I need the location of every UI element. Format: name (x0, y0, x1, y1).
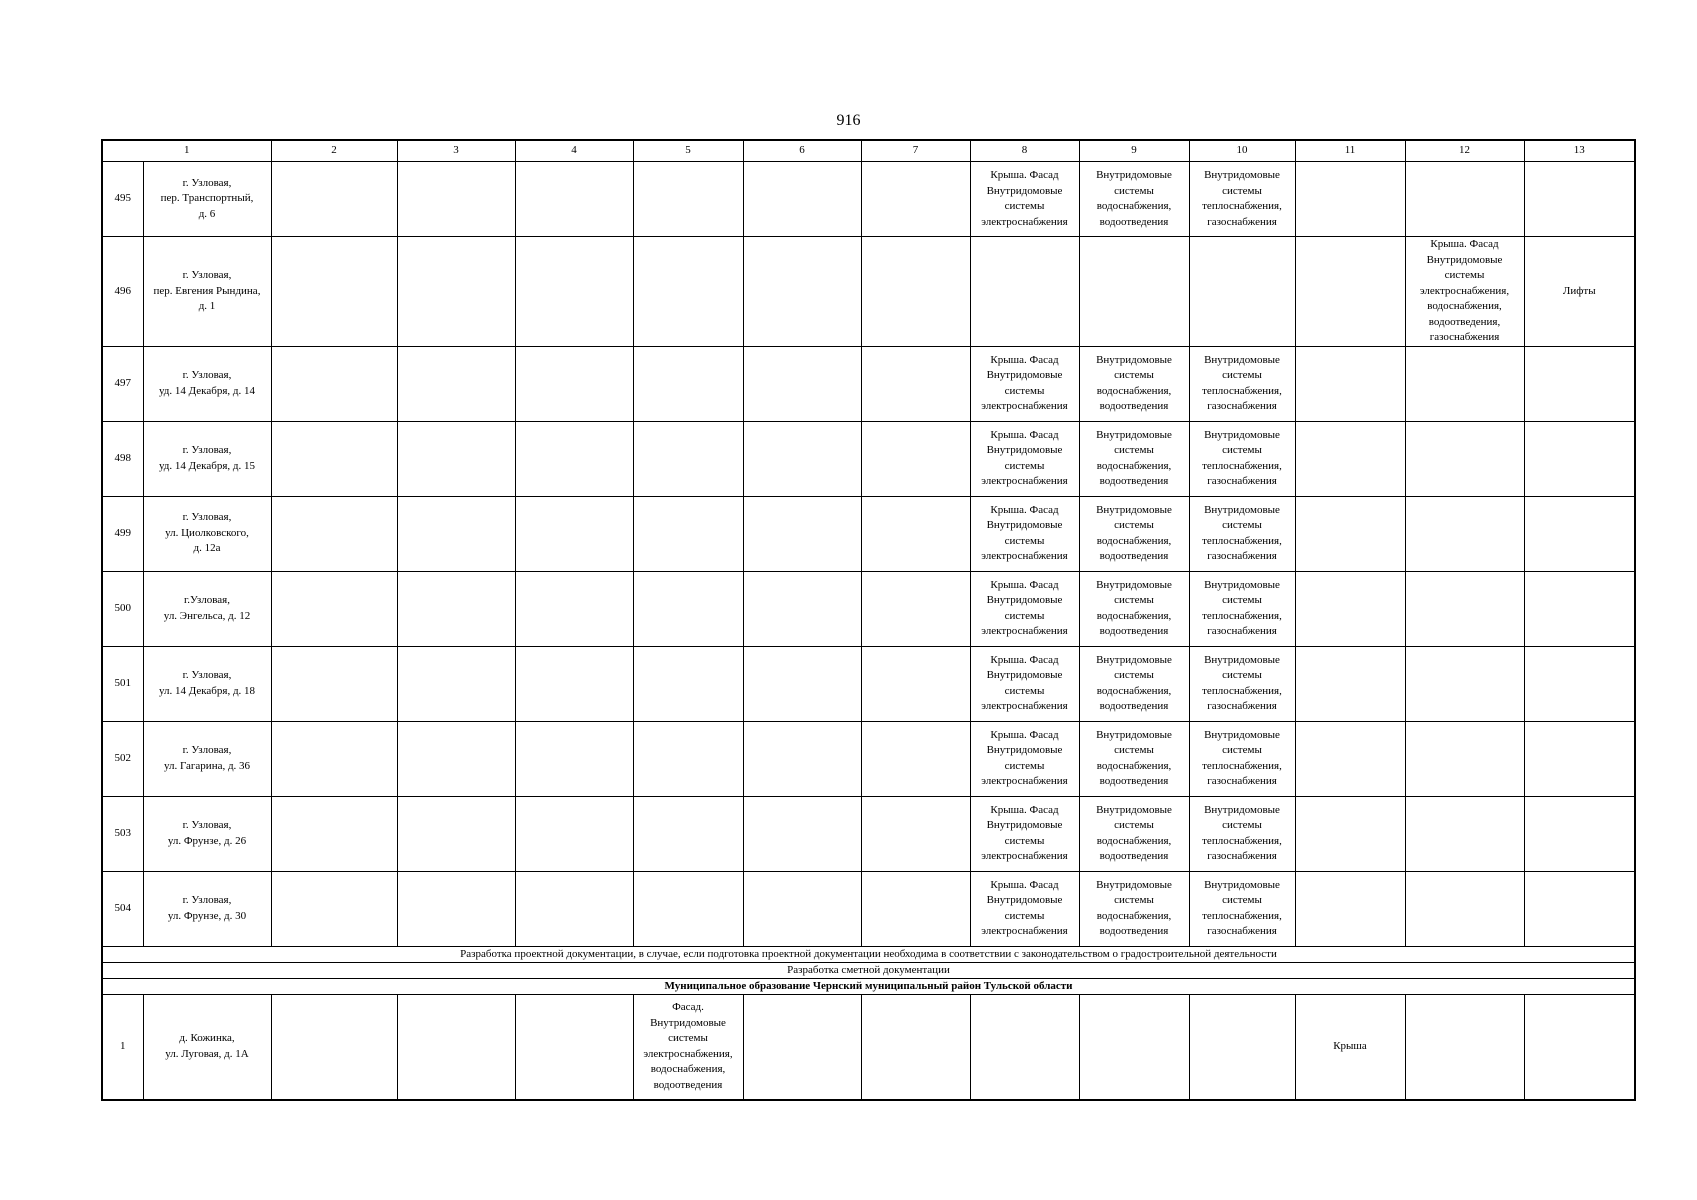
table-cell (515, 871, 633, 946)
table-cell (515, 421, 633, 496)
table-cell (633, 571, 743, 646)
table-cell (1405, 994, 1524, 1100)
table-cell (143, 496, 271, 571)
cell-text: Внутридомовые системы теплоснабжения, газоснабжения (1202, 803, 1282, 862)
cell-text: г. Узловая, ул. Фрунзе, д. 26 (167, 819, 247, 847)
header-cell: 10 (1189, 140, 1295, 162)
table-cell (1405, 646, 1524, 721)
table-cell (271, 646, 397, 721)
table-cell (861, 496, 970, 571)
table-cell (1079, 237, 1189, 347)
table-cell (1079, 871, 1189, 946)
header-cell: 1 (102, 140, 271, 162)
table-cell (743, 721, 861, 796)
header-cell: 8 (970, 140, 1079, 162)
table-cell (515, 571, 633, 646)
table-cell (143, 994, 271, 1100)
table-row (102, 796, 1635, 871)
cell-text: 496 (114, 284, 131, 297)
table-cell (271, 721, 397, 796)
table-cell (1189, 721, 1295, 796)
table-cell (143, 162, 271, 237)
cell-text: Крыша. Фасад Внутридомовые системы электроснабжения (981, 169, 1068, 228)
table-cell (1295, 646, 1405, 721)
cell-text: г. Узловая, ул. Циолковского, д. 12а (165, 511, 249, 555)
table-cell (1295, 721, 1405, 796)
cell-text: Внутридомовые системы водоснабжения, водоотведения (1096, 728, 1172, 787)
table-cell (143, 721, 271, 796)
header-cell: 11 (1295, 140, 1405, 162)
table-cell (102, 994, 143, 1100)
table-cell (271, 994, 397, 1100)
header-cell: 12 (1405, 140, 1524, 162)
table-cell (633, 421, 743, 496)
cell-text: г. Узловая, уд. 14 Декабря, д. 14 (159, 369, 255, 397)
table-cell (633, 496, 743, 571)
table-cell (970, 646, 1079, 721)
table-cell (861, 571, 970, 646)
cell-text: Внутридомовые системы водоснабжения, водоотведения (1096, 578, 1172, 637)
cell-text: Крыша. Фасад Внутридомовые системы электроснабжения (981, 503, 1068, 562)
cell-text: Внутридомовые системы теплоснабжения, газоснабжения (1202, 578, 1282, 637)
header-cell: 3 (397, 140, 515, 162)
cell-text: Разработка сметной документации (787, 964, 950, 976)
cell-text: 499 (114, 526, 131, 539)
table-cell (861, 721, 970, 796)
table-cell (633, 871, 743, 946)
table-cell (1079, 162, 1189, 237)
table-cell (970, 237, 1079, 347)
table-row (102, 994, 1635, 1100)
table-cell (102, 962, 1635, 978)
table-cell (633, 162, 743, 237)
table-cell (861, 421, 970, 496)
table-cell (271, 346, 397, 421)
table-cell (970, 571, 1079, 646)
table-cell (1079, 646, 1189, 721)
table-cell (515, 646, 633, 721)
table-cell (1295, 162, 1405, 237)
cell-text: 1 (120, 1039, 126, 1052)
table-row (102, 646, 1635, 721)
cell-text: Крыша (1333, 1039, 1367, 1052)
cell-text: Крыша. Фасад Внутридомовые системы электроснабжения (981, 428, 1068, 487)
header-cell: 2 (271, 140, 397, 162)
table-cell (1295, 237, 1405, 347)
header-cell: 9 (1079, 140, 1189, 162)
table-cell (633, 721, 743, 796)
table-cell (102, 162, 143, 237)
header-cell: 4 (515, 140, 633, 162)
cell-text: г. Узловая, пер. Евгения Рындина, д. 1 (153, 269, 261, 312)
table-cell (102, 346, 143, 421)
table-cell (1524, 871, 1635, 946)
table-cell (515, 237, 633, 347)
table-row (102, 162, 1635, 237)
cell-text: д. Кожинка, ул. Луговая, д. 1А (165, 1032, 249, 1060)
table-cell (861, 646, 970, 721)
table-cell (1189, 871, 1295, 946)
table-cell (1189, 496, 1295, 571)
cell-text: Крыша. Фасад Внутридомовые системы электроснабжения (981, 353, 1068, 412)
table-cell (397, 871, 515, 946)
table-cell (143, 646, 271, 721)
table-cell (1295, 571, 1405, 646)
table-cell (102, 946, 1635, 962)
cell-text: 497 (114, 376, 131, 389)
table-cell (397, 162, 515, 237)
cell-text: г. Узловая, ул. Гагарина, д. 36 (163, 744, 251, 772)
header-cell: 5 (633, 140, 743, 162)
section-row (102, 946, 1635, 962)
table-cell (970, 421, 1079, 496)
table-cell (1295, 871, 1405, 946)
cell-text: 500 (114, 601, 131, 614)
table-cell (743, 994, 861, 1100)
table-cell (1189, 646, 1295, 721)
table-cell (143, 346, 271, 421)
table-cell (1295, 346, 1405, 421)
table-cell (515, 346, 633, 421)
page-number: 916 (836, 112, 861, 129)
table-cell (861, 346, 970, 421)
table-cell (515, 496, 633, 571)
cell-text: г. Узловая, ул. 14 Декабря, д. 18 (158, 669, 256, 697)
table-cell (1405, 796, 1524, 871)
table-cell (1405, 162, 1524, 237)
cell-text: Внутридомовые системы теплоснабжения, газоснабжения (1202, 353, 1282, 412)
table-cell (1524, 571, 1635, 646)
table-cell (743, 421, 861, 496)
header-cell: 13 (1524, 140, 1635, 162)
cell-text: Внутридомовые системы теплоснабжения, газоснабжения (1202, 503, 1282, 562)
cell-text: Фасад. Внутридомовые системы электроснабжения, водоснабжения, водоотведения (643, 1001, 733, 1091)
table-cell (271, 237, 397, 347)
table-cell (861, 871, 970, 946)
table-cell (861, 994, 970, 1100)
cell-text: г. Узловая, уд. 14 Декабря, д. 15 (159, 444, 255, 472)
cell-text: Крыша. Фасад Внутридомовые системы электроснабжения (981, 728, 1068, 787)
cell-text: 504 (114, 901, 131, 914)
cell-text: 503 (114, 826, 131, 839)
cell-text: Внутридомовые системы теплоснабжения, газоснабжения (1202, 428, 1282, 487)
table-cell (1524, 237, 1635, 347)
cell-text: Внутридомовые системы водоснабжения, водоотведения (1096, 503, 1172, 562)
table-cell (102, 646, 143, 721)
table-cell (1295, 796, 1405, 871)
table-cell (397, 721, 515, 796)
cell-text: г. Узловая, ул. Фрунзе, д. 30 (167, 894, 247, 922)
table-cell (1189, 346, 1295, 421)
table-cell (1405, 421, 1524, 496)
table-cell (1189, 571, 1295, 646)
table-cell (143, 571, 271, 646)
table-cell (1079, 421, 1189, 496)
cell-text: Крыша. Фасад Внутридомовые системы электроснабжения (981, 803, 1068, 862)
table-cell (1405, 237, 1524, 347)
table-row (102, 721, 1635, 796)
table-cell (970, 346, 1079, 421)
cell-text: Внутридомовые системы водоснабжения, водоотведения (1096, 878, 1172, 937)
table-cell (271, 571, 397, 646)
table-cell (102, 796, 143, 871)
table-cell (1295, 994, 1405, 1100)
table-cell (1079, 346, 1189, 421)
section-row (102, 962, 1635, 978)
table-row (102, 346, 1635, 421)
table-cell (397, 421, 515, 496)
table-cell (397, 346, 515, 421)
table-cell (515, 721, 633, 796)
table-cell (1295, 421, 1405, 496)
table-cell (102, 237, 143, 347)
table-cell (271, 496, 397, 571)
cell-text: 502 (114, 751, 131, 764)
table-cell (1189, 162, 1295, 237)
table-cell (861, 237, 970, 347)
table-cell (743, 162, 861, 237)
cell-text: 498 (114, 451, 131, 464)
table-cell (633, 994, 743, 1100)
table-cell (397, 237, 515, 347)
table-cell (397, 496, 515, 571)
table-cell (397, 646, 515, 721)
table-cell (143, 796, 271, 871)
table-cell (1189, 237, 1295, 347)
table-cell (1524, 162, 1635, 237)
table-cell (970, 496, 1079, 571)
table-cell (970, 994, 1079, 1100)
table-cell (743, 346, 861, 421)
table-cell (970, 721, 1079, 796)
table-row (102, 571, 1635, 646)
cell-text: г. Узловая, пер. Транспортный, д. 6 (160, 176, 254, 220)
table-cell (1079, 571, 1189, 646)
table-cell (743, 237, 861, 347)
table-cell (271, 796, 397, 871)
table-row (102, 871, 1635, 946)
table-cell (143, 421, 271, 496)
table-cell (1405, 496, 1524, 571)
table-cell (515, 994, 633, 1100)
table-cell (515, 796, 633, 871)
table-cell (102, 721, 143, 796)
cell-text: Лифты (1562, 284, 1596, 297)
table-cell (1405, 571, 1524, 646)
cell-text: Внутридомовые системы теплоснабжения, газоснабжения (1202, 653, 1282, 712)
table-cell (271, 162, 397, 237)
cell-text: Внутридомовые системы водоснабжения, водоотведения (1096, 169, 1172, 228)
table-cell (1524, 721, 1635, 796)
cell-text: Внутридомовые системы теплоснабжения, газоснабжения (1202, 878, 1282, 937)
table-cell (1079, 721, 1189, 796)
table-cell (743, 496, 861, 571)
table-cell (1079, 496, 1189, 571)
table-row (102, 421, 1635, 496)
cell-text: Внутридомовые системы теплоснабжения, газоснабжения (1202, 169, 1282, 228)
table-cell (1295, 496, 1405, 571)
cell-text: Крыша. Фасад Внутридомовые системы электроснабжения (981, 878, 1068, 937)
cell-text: Крыша. Фасад Внутридомовые системы электроснабжения (981, 653, 1068, 712)
table-cell (633, 646, 743, 721)
table-cell (397, 994, 515, 1100)
table-cell (970, 796, 1079, 871)
table-cell (1405, 346, 1524, 421)
table-cell (743, 871, 861, 946)
table-cell (143, 871, 271, 946)
cell-text: Крыша. Фасад Внутридомовые системы электроснабжения, водоснабжения, водоотведения, газоснабжения (1419, 238, 1510, 343)
table-cell (271, 421, 397, 496)
cell-text: Внутридомовые системы водоснабжения, водоотведения (1096, 353, 1172, 412)
table-cell (1405, 871, 1524, 946)
table-cell (970, 871, 1079, 946)
cell-text: Внутридомовые системы водоснабжения, водоотведения (1096, 428, 1172, 487)
table-cell (515, 162, 633, 237)
table-cell (1189, 796, 1295, 871)
table-cell (143, 237, 271, 347)
table-cell (271, 871, 397, 946)
table-cell (102, 871, 143, 946)
table-cell (1524, 994, 1635, 1100)
table-body (102, 140, 1635, 1100)
table-row (102, 237, 1635, 347)
cell-text: 501 (114, 676, 131, 689)
capital-repair-table (101, 139, 1636, 1101)
cell-text: г.Узловая, ул. Энгельса, д. 12 (163, 594, 251, 622)
table-cell (970, 162, 1079, 237)
table-cell (633, 346, 743, 421)
table-cell (102, 421, 143, 496)
table-cell (1524, 496, 1635, 571)
table-cell (1079, 994, 1189, 1100)
table-cell (743, 571, 861, 646)
cell-text: Внутридомовые системы теплоснабжения, газоснабжения (1202, 728, 1282, 787)
table-row (102, 496, 1635, 571)
table-cell (743, 646, 861, 721)
table-cell (743, 796, 861, 871)
cell-text: Внутридомовые системы водоснабжения, водоотведения (1096, 803, 1172, 862)
table-cell (633, 796, 743, 871)
table-cell (397, 571, 515, 646)
table-cell (102, 571, 143, 646)
header-cell: 7 (861, 140, 970, 162)
table-cell (633, 237, 743, 347)
table-cell (861, 162, 970, 237)
table-cell (1524, 421, 1635, 496)
table-cell (861, 796, 970, 871)
table-cell (1524, 646, 1635, 721)
table-cell (102, 496, 143, 571)
table-cell (1079, 796, 1189, 871)
table-cell (1189, 421, 1295, 496)
table-cell (1524, 796, 1635, 871)
cell-text: Крыша. Фасад Внутридомовые системы электроснабжения (981, 578, 1068, 637)
header-row (102, 140, 1635, 162)
table-cell (102, 978, 1635, 994)
cell-text: Внутридомовые системы водоснабжения, водоотведения (1096, 653, 1172, 712)
table-cell (1189, 994, 1295, 1100)
cell-text: Муниципальное образование Чернский муниципальный район Тульской области (664, 980, 1073, 992)
section-row (102, 978, 1635, 994)
cell-text: 495 (114, 192, 131, 205)
table-cell (1405, 721, 1524, 796)
table-cell (397, 796, 515, 871)
header-cell: 6 (743, 140, 861, 162)
table-cell (1524, 346, 1635, 421)
cell-text: Разработка проектной документации, в случае, если подготовка проектной документации необходима в соответствии с законодательством о градостроительной деятельности (460, 948, 1277, 960)
